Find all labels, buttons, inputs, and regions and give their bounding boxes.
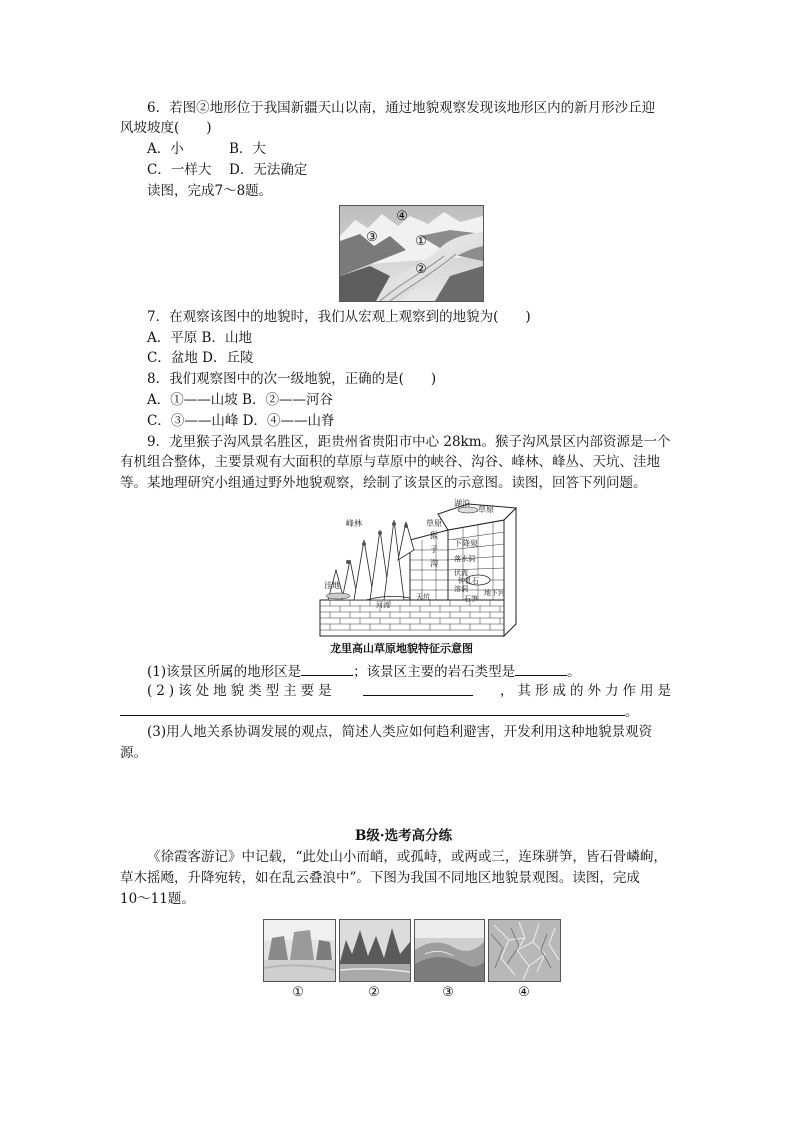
section-b-title: B级·选考高分练 — [355, 828, 453, 844]
section-b-line3: 10～11题。 — [120, 891, 195, 907]
label-underflow: 伏流 — [454, 569, 468, 577]
label-depression: 洼地 — [324, 581, 340, 590]
label-grassland-2: 草原 — [426, 519, 442, 528]
landform-photo-1 — [263, 919, 336, 982]
q7-options-cd: C．盆地 D．丘陵 — [147, 350, 254, 366]
landform-label-4: ④ — [518, 985, 530, 1000]
label-tiankeng: 天坑 — [416, 593, 430, 601]
q6-option-a: A．小 — [147, 141, 184, 157]
block-diagram-caption: 龙里高山草原地貌特征示意图 — [330, 642, 473, 655]
q6-options-row1 — [147, 139, 266, 159]
q6-option-c: C．一样大 — [147, 162, 212, 178]
q6-options-row2 — [147, 160, 307, 180]
q9-sub2-a: (2)该处地貌类型主要是 — [147, 683, 336, 699]
q9-sub1-a: (1)该景区所属的地形区是 — [147, 664, 302, 680]
karst-peaks-image — [340, 920, 410, 981]
label-hou: 猴 — [430, 531, 438, 540]
label-stalactite: 钟乳石 — [458, 577, 479, 585]
label-spring: 下降泉 — [454, 539, 478, 548]
q9-sub2-blank2[interactable] — [120, 701, 625, 716]
label-cave: 溶洞 — [454, 585, 468, 593]
q8-options-cd: C．③——山峰 D．④——山脊 — [147, 413, 335, 429]
q9-sub3-line1: (3)用人地关系协调发展的观点，简述人类应如何趋利避害，开发利用这种地貌景观资 — [147, 724, 653, 740]
q7-stem: 7．在观察该图中的地貌时，我们从宏观上观察到的地貌为( ) — [147, 309, 531, 325]
q8-options-ab: A．①——山坡 B．②——河谷 — [147, 392, 333, 408]
q9-sub1 — [147, 661, 581, 682]
label-lake: 湖泊 — [454, 499, 470, 508]
glacier-label-1: ① — [415, 234, 427, 249]
q9-sub1-blank2[interactable] — [515, 661, 567, 676]
label-gou: 沟 — [430, 559, 438, 568]
label-grassland-1: 草原 — [478, 505, 494, 514]
q9-sub1-b: ；该景区主要的岩石类型是 — [353, 664, 516, 680]
q9-sub3-line2: 源。 — [120, 745, 147, 761]
sand-dune-image — [415, 920, 484, 981]
q6-option-b: B．大 — [229, 141, 266, 157]
intro-7-8: 读图，完成7～8题。 — [147, 183, 273, 199]
landform-photo-4 — [488, 919, 561, 982]
label-zi: 子 — [430, 545, 438, 554]
q9-sub2-blank1[interactable] — [363, 681, 473, 696]
loess-gullies-image — [489, 920, 560, 981]
q9-line3: 等。某地理研究小组通过野外地貌观察，绘制了该景区的示意图。读图，回答下列问题。 — [120, 475, 647, 491]
glacier-label-4: ④ — [396, 209, 408, 224]
q6-line2: 风坡坡度( ) — [120, 120, 212, 136]
label-underground-river: 地下河 — [484, 589, 505, 597]
label-sinkhole: 落水洞 — [454, 555, 475, 563]
landform-photo-3 — [414, 919, 485, 982]
q9-sub2-c: 。 — [625, 704, 639, 720]
q9-sub1-c: 。 — [567, 664, 581, 680]
landform-label-1: ① — [292, 985, 304, 1000]
q8-stem: 8．我们观察图中的次一级地貌，正确的是( ) — [147, 371, 437, 387]
landform-label-2: ② — [368, 985, 380, 1000]
glacier-label-3: ③ — [366, 230, 378, 245]
q9-sub2-cont — [120, 701, 639, 722]
label-stalagmite: 石笋 — [464, 595, 478, 603]
section-b-line2: 草木摇飏，升降宛转，如在乱云叠浪中”。下图为我国不同地区地貌景观图。读图，完成 — [120, 870, 640, 886]
glacier-label-2: ② — [415, 262, 427, 277]
karst-block-diagram — [318, 500, 518, 638]
q9-sub2-b: ，其形成的外力作用是 — [500, 683, 675, 699]
landform-label-3: ③ — [442, 985, 454, 1000]
q6-option-d: D．无法确定 — [229, 162, 308, 178]
glacier-photo — [339, 205, 484, 302]
q9-sub1-blank1[interactable] — [301, 661, 353, 676]
q9-line1: 9．龙里猴子沟风景名胜区，距贵州省贵阳市中心 28km。猴子沟风景区内部资源是一个 — [147, 434, 671, 450]
q7-options-ab: A．平原 B．山地 — [147, 330, 252, 346]
q9-line2: 有机组合整体，主要景观有大面积的草原与草原中的峡谷、沟谷、峰林、峰丛、天坑、洼地 — [120, 454, 660, 470]
q9-sub2 — [147, 681, 675, 701]
label-river: 河流 — [376, 601, 390, 609]
yardang-image — [264, 920, 335, 981]
section-b-line1: 《徐霞客游记》中记载，“此处山小而峭，或孤峙，或两或三，连珠骈笋，皆石骨嶙峋， — [147, 849, 667, 865]
landform-photo-2 — [339, 919, 411, 982]
q6-line1: 6．若图②地形位于我国新疆天山以南，通过地貌观察发现该地形区内的新月形沙丘迎 — [147, 100, 656, 116]
label-peak-forest: 峰林 — [346, 519, 362, 528]
